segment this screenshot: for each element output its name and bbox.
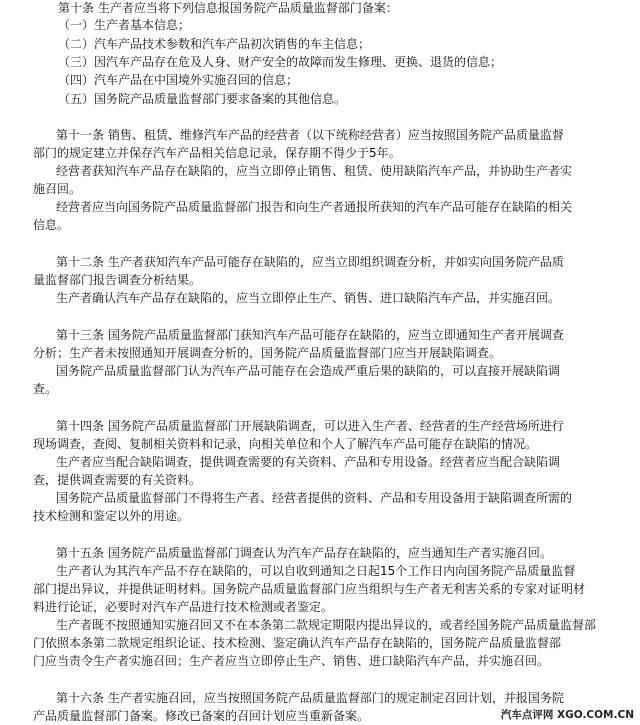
article-15-para-3-line-1: 生产者既不按照通知实施召回又不在本条第二款规定期限内提出异议的，或者经国务院产品质量监督部	[56, 618, 597, 632]
article-15-para-3-line-2: 门依照本条第二款规定组织论证、技术检测、鉴定确认汽车产品存在缺陷的，国务院产品质量监督部	[33, 636, 562, 650]
article-11-line-2: 部门的规定建立并保存汽车产品相关信息记录，保存期不得少于5年。	[33, 146, 401, 160]
article-12-para-2: 生产者确认汽车产品存在缺陷的，应当立即停止生产、销售、进口缺陷汽车产品，并实施召回。	[56, 291, 561, 305]
article-13-para-2-line-1: 国务院产品质量监督部门认为汽车产品可能存在会造成严重后果的缺陷的，可以直接开展缺陷调	[56, 364, 561, 378]
article-15-para-2-line-1: 生产者认为其汽车产品不存在缺陷的，可以自收到通知之日起15个工作日内向国务院产品质量监督	[56, 564, 576, 578]
article-14-para-3-line-2: 技术检测和鉴定以外的用途。	[33, 509, 190, 523]
article-13-line-1: 第十三条 国务院产品质量监督部门获知汽车产品可能存在缺陷的，应当立即通知生产者开展调查	[56, 328, 564, 342]
site-watermark: 汽车点评网 XGO.COM.CN	[500, 709, 634, 721]
article-12-line-1: 第十二条 生产者获知汽车产品可能存在缺陷的，应当立即组织调查分析，并如实向国务院产品质	[56, 255, 564, 269]
article-13-para-2-line-2: 查。	[33, 382, 58, 396]
article-11-para-2-line-2: 施召回。	[33, 182, 82, 196]
article-10-item-5: （五）国务院产品质量监督部门要求备案的其他信息。	[58, 92, 347, 106]
article-12-line-2: 量监督部门报告调查分析结果。	[33, 273, 202, 287]
article-16-line-1: 第十六条 生产者实施召回，应当按照国务院产品质量监督部门的规定制定召回计划，并报国务院	[56, 691, 564, 705]
article-15-para-3-line-3: 门应当责令生产者实施召回；生产者应当立即停止生产、销售、进口缺陷汽车产品，并实施召回。	[33, 654, 550, 668]
article-10-heading: 第十条 生产者应当将下列信息报国务院产品质量监督部门备案：	[58, 1, 398, 15]
article-15-para-2-line-2: 部门提出异议，并提供证明材料。国务院产品质量监督部门应当组织与生产者无利害关系的专家对证明材	[33, 582, 586, 596]
article-14-para-3-line-1: 国务院产品质量监督部门不得将生产者、经营者提供的资料、产品和专用设备用于缺陷调查所需的	[56, 491, 573, 505]
article-13-line-2: 分析；生产者未按照通知开展调查分析的，国务院产品质量监督部门应当开展缺陷调查。	[33, 346, 502, 360]
article-11-para-2-line-1: 经营者获知汽车产品存在缺陷的，应当立即停止销售、租赁、使用缺陷汽车产品，并协助生产者实	[56, 164, 573, 178]
article-16-line-2: 产品质量监督部门备案。修改已备案的召回计划应当重新备案。	[33, 709, 370, 723]
article-14-para-2-line-1: 生产者应当配合缺陷调查，提供调查需要的有关资料、产品和专用设备。经营者应当配合缺陷调	[56, 455, 561, 469]
article-14-line-1: 第十四条 国务院产品质量监督部门开展缺陷调查，可以进入生产者、经营者的生产经营场所进行	[56, 419, 564, 433]
article-10-item-1: （一）生产者基本信息；	[58, 18, 191, 32]
article-14-line-2: 现场调查，查阅、复制相关资料和记录，向相关单位和个人了解汽车产品可能存在缺陷的情况。	[33, 437, 538, 451]
article-10-item-2: （二）汽车产品技术参数和汽车产品初次销售的车主信息；	[58, 37, 371, 51]
article-15-line-1: 第十五条 国务院产品质量监督部门调查认为汽车产品存在缺陷的，应当通知生产者实施召回。	[56, 546, 552, 560]
article-15-para-2-line-3: 料进行论证，必要时对汽车产品进行技术检测或者鉴定。	[33, 600, 334, 614]
article-11-para-3-line-2: 信息。	[33, 218, 70, 232]
article-11-para-3-line-1: 经营者应当向国务院产品质量监督部门报告和向生产者通报所获知的汽车产品可能存在缺陷的相关	[56, 200, 573, 214]
article-10-item-3: （三）因汽车产品存在危及人身、财产安全的故障而发生修理、更换、退货的信息；	[58, 55, 503, 69]
article-14-para-2-line-2: 查，提供调查需要的有关资料。	[33, 473, 202, 487]
article-11-line-1: 第十一条 销售、租赁、维修汽车产品的经营者（以下统称经营者）应当按照国务院产品质量监督	[56, 128, 564, 142]
article-10-item-4: （四）汽车产品在中国境外实施召回的信息；	[58, 73, 299, 87]
